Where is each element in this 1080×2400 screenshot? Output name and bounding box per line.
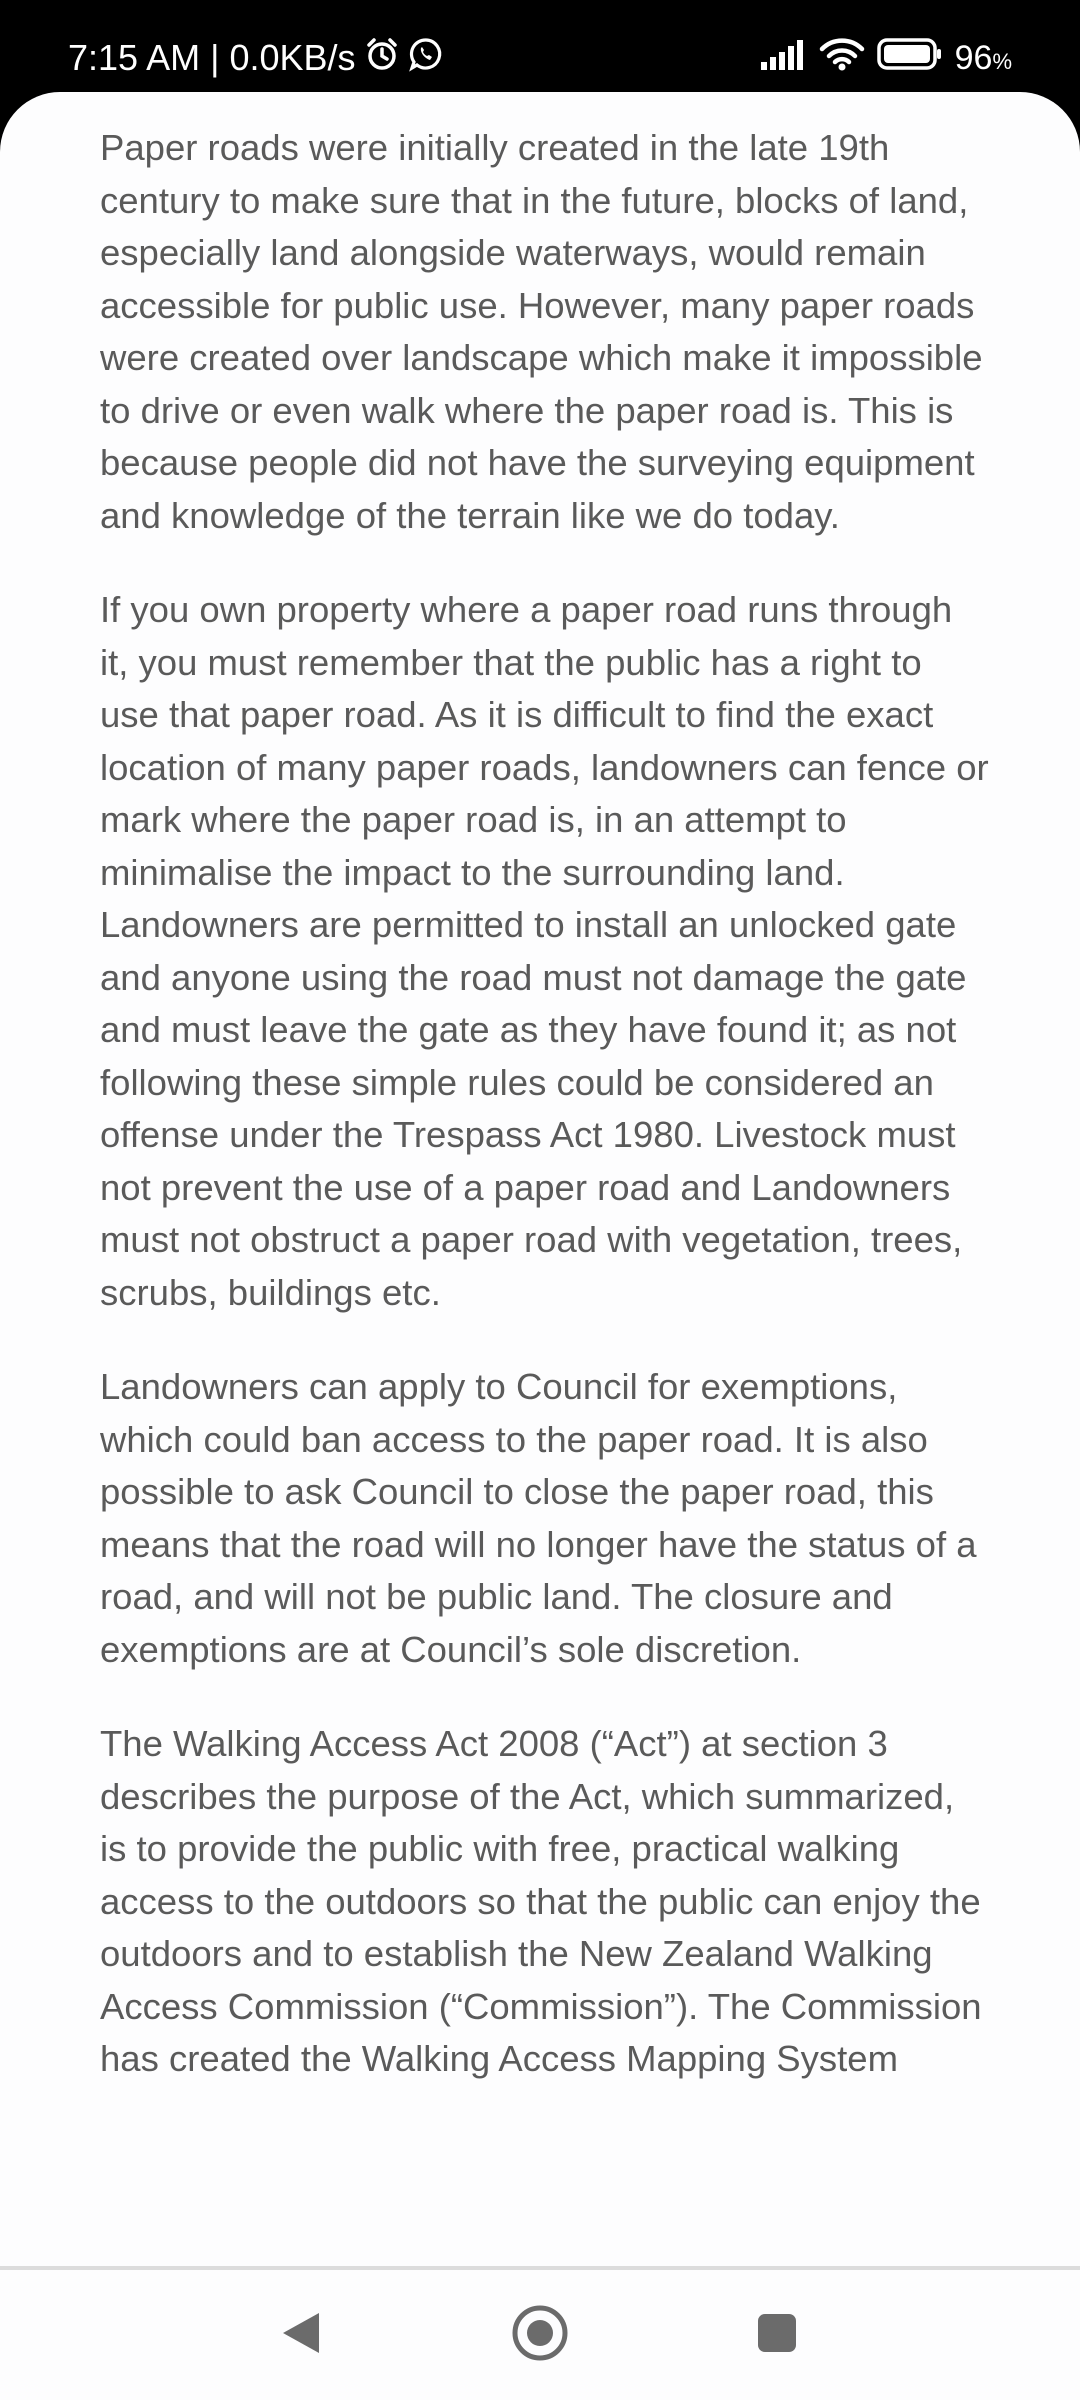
article-body: [100, 122, 990, 2128]
battery-percent: 96%: [954, 38, 1012, 77]
wifi-icon: [819, 37, 865, 80]
network-speed: 0.0KB/s: [229, 37, 356, 78]
article-paragraph: The Walking Access Act 2008 (“Act”) at section 3 describes the purpose of the Act, which summarized, is to provide the public with free, practical walking access to the outdoors so that the public can enjoy the outdoors and to establish the New Zealand Walking Access Commission (“Commission”). The Commission has created the Walking Access Mapping System: [100, 1723, 982, 2079]
home-icon: [510, 2303, 570, 2368]
article-paragraph: Paper roads were initially created in the late 19th century to make sure that in the future, blocks of land, especially land alongside waterways, would remain accessible for public use. However, many paper roads were created over landscape which make it impossible to drive or even walk where the paper road is. This is because people did not have the surveying equipment and knowledge of the terrain like we do today.: [100, 127, 983, 536]
navigation-bar: [0, 2270, 1080, 2400]
status-separator: |: [200, 37, 230, 78]
whatsapp-icon: [408, 36, 444, 81]
status-bar: [0, 0, 1080, 96]
home-button[interactable]: [505, 2300, 575, 2370]
alarm-icon: [364, 36, 400, 81]
battery-icon: [877, 37, 943, 80]
recents-button[interactable]: [742, 2300, 812, 2370]
status-left: [68, 30, 444, 86]
signal-icon: [759, 38, 807, 79]
content-card[interactable]: [0, 92, 1080, 2268]
status-time: 7:15 AM: [68, 37, 201, 78]
status-right: [759, 30, 1012, 86]
recents-icon: [755, 2311, 799, 2360]
article-paragraph: Landowners can apply to Council for exemptions, which could ban access to the paper road. It is also possible to ask Council to close the paper road, this means that the road will no longer have the status of a road, and will not be public land. The closure and exemptions are at Council’s sole discretion.: [100, 1366, 977, 1670]
back-icon: [279, 2309, 323, 2362]
back-button[interactable]: [266, 2300, 336, 2370]
article-paragraph: If you own property where a paper road runs through it, you must remember that the public has a right to use that paper road. As it is difficult to find the exact location of many paper roads, landowners can fence or mark where the paper road is, in an attempt to minimalise the impact to the surrounding land. Landowners are permitted to install an unlocked gate and anyone using the road must not damage the gate and must leave the gate as they have found it; as not following these simple rules could be considered an offense under the Trespass Act 1980. Livestock must not prevent the use of a paper road and Landowners must not obstruct a paper road with vegetation, trees, scrubs, buildings etc.: [100, 589, 989, 1313]
